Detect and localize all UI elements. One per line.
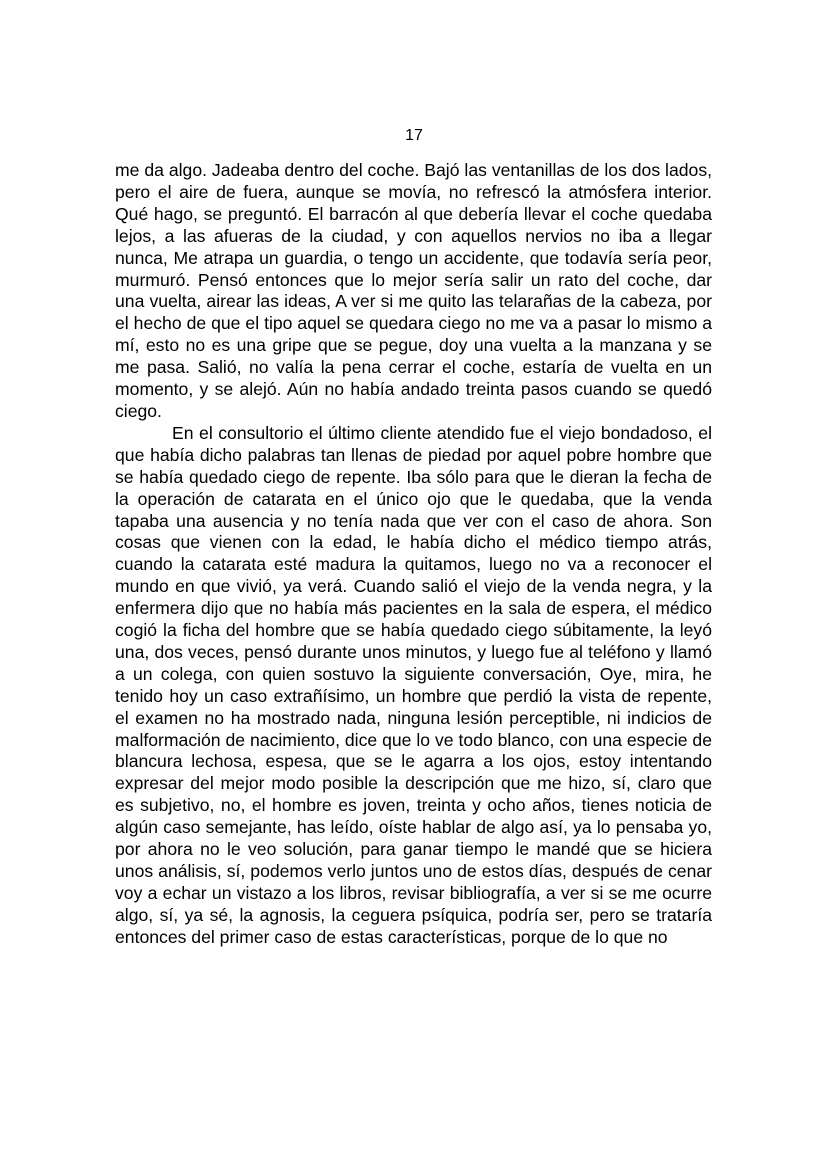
paragraph-consultorio: En el consultorio el último cliente atendido fue el viejo bondadoso, el que había dicho palabras tan llenas de piedad por aquel pobre hombre que se había quedado ciego de repente. Iba sólo para que le dieran la fecha de la operación de catarata en el único ojo que le quedaba, que la venda tapaba una ausencia y no tenía nada que ver con el caso de ahora. Son cosas que vienen con la edad, le había dicho el médico tiempo atrás, cuando la catarata esté madura la quitamos, luego no va a reconocer el mundo en que vivió, ya verá. Cuando salió el viejo de la venda negra, y la enfermera dijo que no había más pacientes en la sala de espera, el médico cogió la ficha del hombre que se había quedado ciego súbitamente, la leyó una, dos veces, pensó durante unos minutos, y luego fue al teléfono y llamó a un colega, con quien sostuvo la siguiente conversación, Oye, mira, he tenido hoy un caso extrañísimo, un hombre que perdió la vista de repente, el examen no ha mostrado nada, ninguna lesión perceptible, ni indicios de malformación de nacimiento, dice que lo ve todo blanco, con una especie de blancura lechosa, espesa, que se le agarra a los ojos, estoy intentando expresar del mejor modo posible la descripción que me hizo, sí, claro que es subjetivo, no, el hombre es joven, treinta y ocho años, tienes noticia de algún caso semejante, has leído, oíste hablar de algo así, ya lo pensaba yo, por ahora no le veo solución, para ganar tiempo le mandé que se hiciera unos análisis, sí, podemos verlo juntos uno de estos días, después de cenar voy a echar un vistazo a los libros, revisar bibliografía, a ver si se me ocurre algo, sí, ya sé, la agnosis, la ceguera psíquica, podría ser, pero se trataría entonces del primer caso de estas características, porque de lo que no bbox=[115, 422, 712, 947]
paragraph-continuation: me da algo. Jadeaba dentro del coche. Bajó las ventanillas de los dos lados, pero el aire de fuera, aunque se movía, no refrescó la atmósfera interior. Qué hago, se preguntó. El barracón al que debería llevar el coche quedaba lejos, a las afueras de la ciudad, y con aquellos nervios no iba a llegar nunca, Me atrapa un guardia, o tengo un accidente, que todavía sería peor, murmuró. Pensó entonces que lo mejor sería salir un rato del coche, dar una vuelta, airear las ideas, A ver si me quito las telarañas de la cabeza, por el hecho de que el tipo aquel se quedara ciego no me va a pasar lo mismo a mí, esto no es una gripe que se pegue, doy una vuelta a la manzana y se me pasa. Salió, no valía la pena cerrar el coche, estaría de vuelta en un momento, y se alejó. Aún no había andado treinta pasos cuando se quedó ciego. bbox=[115, 160, 712, 421]
page-number: 17 bbox=[405, 127, 423, 144]
body-text bbox=[115, 160, 712, 949]
